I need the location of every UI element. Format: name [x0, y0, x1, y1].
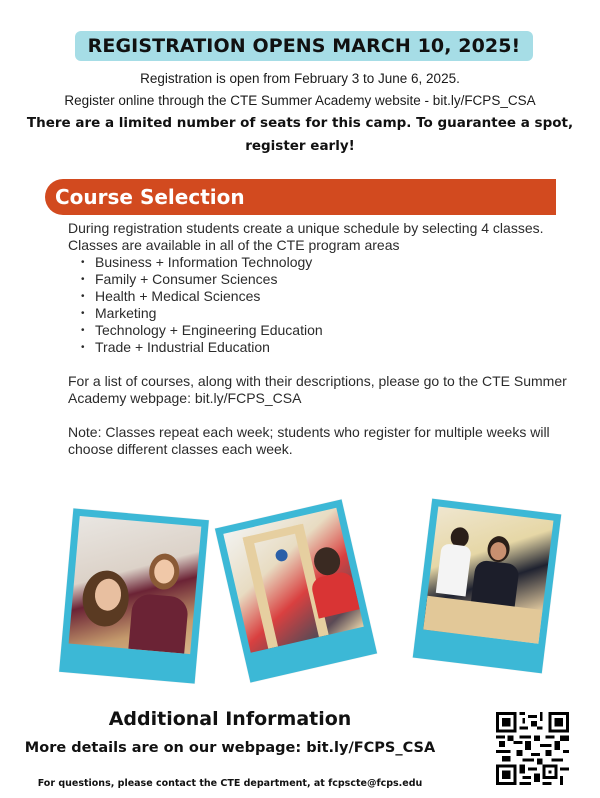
photo-image: [69, 516, 202, 654]
photo-cosmetology: [59, 508, 209, 683]
note-paragraph: Note: Classes repeat each week; students who register for multiple weeks will choose different classes each week.: [68, 424, 550, 457]
banner-text: REGISTRATION OPENS MARCH 10, 2025!: [87, 35, 521, 57]
photo-construction: [215, 499, 377, 682]
webpage-details: More details are on our webpage: bit.ly/FCPS_CSA: [24, 740, 436, 756]
course-selection-header: [45, 179, 556, 215]
program-areas-list: [79, 254, 568, 356]
list-item: • Family + Consumer Sciences: [79, 271, 568, 288]
qr-code-icon[interactable]: [496, 712, 569, 785]
list-item: • Marketing: [79, 305, 568, 322]
registration-dates: Registration is open from February 3 to June 6, 2025.: [140, 71, 460, 86]
list-item: • Health + Medical Sciences: [79, 288, 568, 305]
section-title: Course Selection: [55, 185, 245, 209]
intro-section: [0, 68, 600, 158]
register-online-text: Register online through the CTE Summer Academy website - bit.ly/FCPS_CSA: [64, 93, 536, 108]
additional-info-title: Additional Information: [108, 708, 352, 730]
list-item: • Business + Information Technology: [79, 254, 568, 271]
register-early-text: register early!: [245, 138, 355, 154]
photo-image: [223, 508, 363, 653]
list-item: • Technology + Engineering Education: [79, 322, 568, 339]
registration-banner: [75, 31, 533, 61]
schedule-paragraph: During registration students create a unique schedule by selecting 4 classes. Classes are available in all of the CTE program areas: [68, 220, 544, 253]
list-item: • Trade + Industrial Education: [79, 339, 568, 356]
limited-seats-text: There are a limited number of seats for this camp. To guarantee a spot,: [26, 115, 574, 131]
photo-image: [423, 506, 553, 643]
contact-info: For questions, please contact the CTE department, at fcpscte@fcps.edu: [37, 778, 423, 789]
course-selection-body: [68, 220, 568, 458]
course-list-paragraph: For a list of courses, along with their descriptions, please go to the CTE Summer Academy webpage: bit.ly/FCPS_CSA: [68, 373, 567, 406]
photo-kitchen: [413, 499, 562, 674]
